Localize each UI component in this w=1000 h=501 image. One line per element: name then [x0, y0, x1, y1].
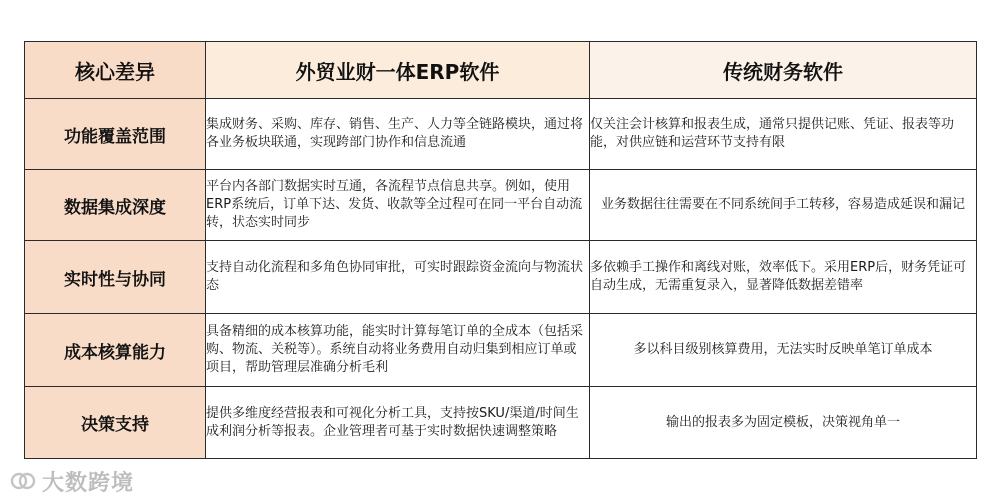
- erp-cell: 集成财务、采购、库存、销售、生产、人力等全链路模块，通过将各业务板块联通，实现跨部门协作和信息流通: [206, 99, 590, 170]
- traditional-cell: 业务数据往往需要在不同系统间手工转移，容易造成延误和漏记: [590, 170, 977, 241]
- row-label: 实时性与协同: [25, 241, 206, 314]
- traditional-cell: 多依赖手工操作和离线对账，效率低下。采用ERP后，财务凭证可自动生成，无需重复录入，显著降低数据差错率: [590, 241, 977, 314]
- traditional-cell: 输出的报表多为固定模板，决策视角单一: [590, 387, 977, 459]
- erp-cell: 具备精细的成本核算功能，能实时计算每笔订单的全成本（包括采购、物流、关税等）。系统自动将业务费用自动归集到相应订单或项目，帮助管理层准确分析毛利: [206, 314, 590, 387]
- erp-cell: 平台内各部门数据实时互通，各流程节点信息共享。例如，使用ERP系统后，订单下达、发货、收款等全过程可在同一平台自动流转，状态实时同步: [206, 170, 590, 241]
- table-row: [25, 241, 977, 314]
- watermark-logo-icon: [10, 468, 36, 494]
- table-row: [25, 170, 977, 241]
- header-traditional: 传统财务软件: [590, 42, 977, 99]
- traditional-cell: 多以科目级别核算费用，无法实时反映单笔订单成本: [590, 314, 977, 387]
- table-row: [25, 387, 977, 459]
- traditional-cell: 仅关注会计核算和报表生成，通常只提供记账、凭证、报表等功能，对供应链和运营环节支持有限: [590, 99, 977, 170]
- erp-cell: 提供多维度经营报表和可视化分析工具，支持按SKU/渠道/时间生成利润分析等报表。企业管理者可基于实时数据快速调整策略: [206, 387, 590, 459]
- erp-cell: 支持自动化流程和多角色协同审批，可实时跟踪资金流向与物流状态: [206, 241, 590, 314]
- row-label: 数据集成深度: [25, 170, 206, 241]
- header-row: [25, 42, 977, 99]
- comparison-table: [24, 41, 977, 459]
- watermark-text: 大数跨境: [42, 470, 135, 496]
- row-label: 决策支持: [25, 387, 206, 459]
- watermark: [10, 466, 134, 496]
- table-row: [25, 314, 977, 387]
- header-erp: 外贸业财一体ERP软件: [206, 42, 590, 99]
- table-row: [25, 99, 977, 170]
- row-label: 成本核算能力: [25, 314, 206, 387]
- header-core-difference: 核心差异: [25, 42, 206, 99]
- row-label: 功能覆盖范围: [25, 99, 206, 170]
